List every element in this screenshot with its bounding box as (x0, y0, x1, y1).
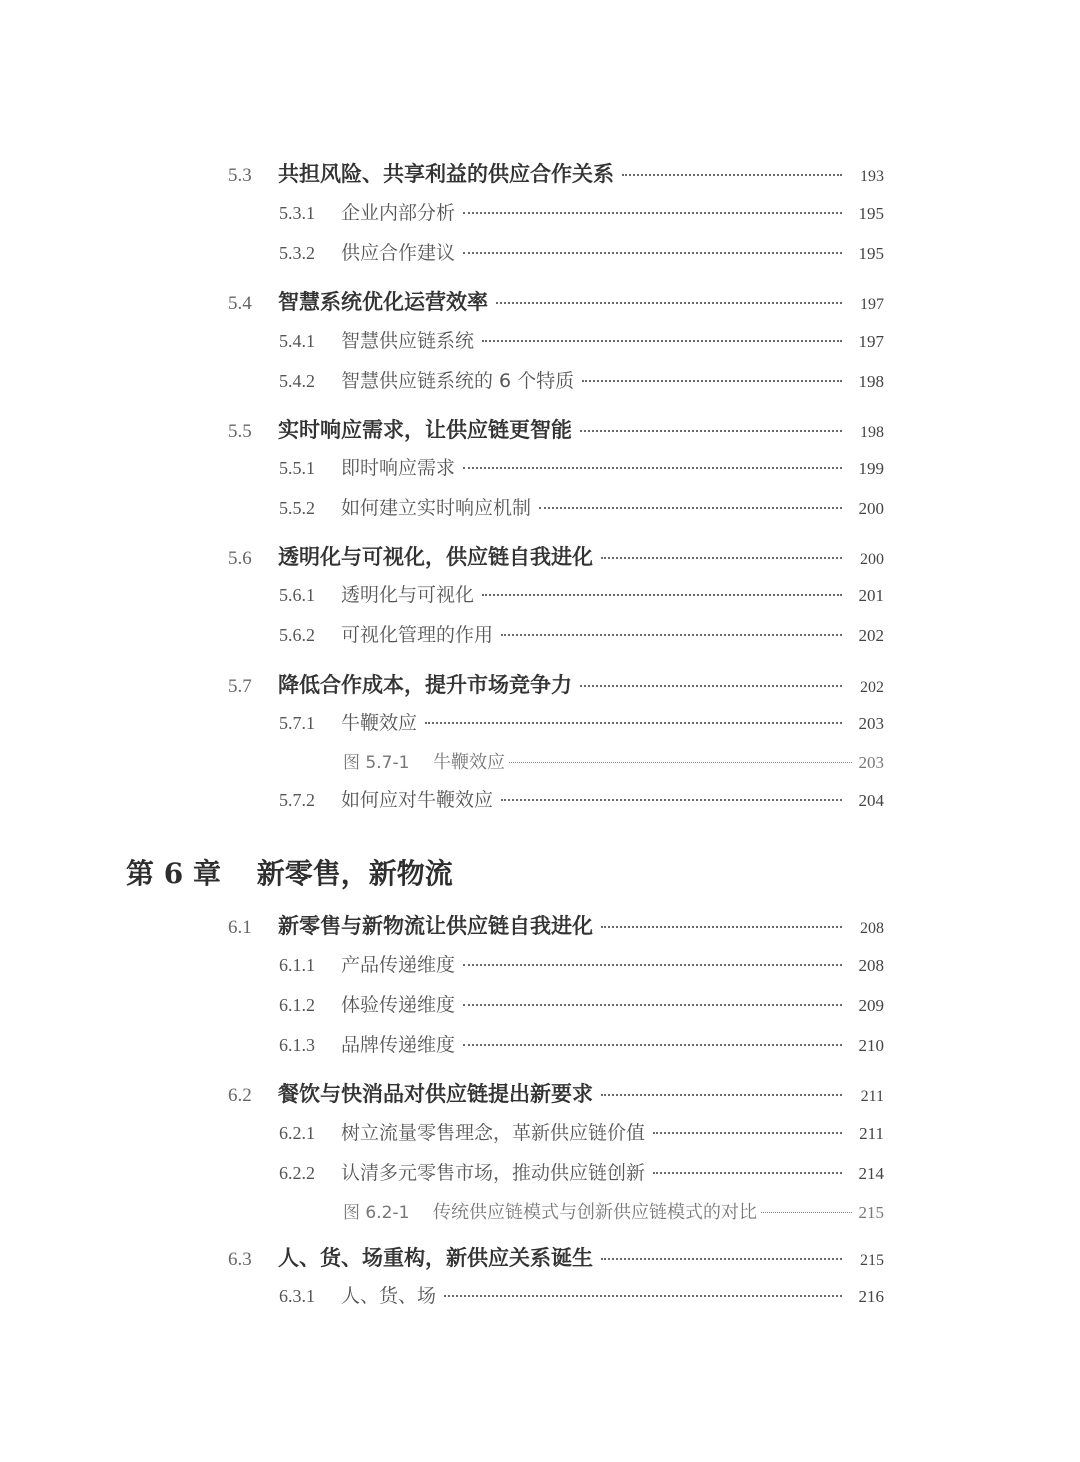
subsection-number: 5.6.1 (279, 585, 315, 605)
section-title: 降低合作成本，提升市场竞争力 (278, 672, 572, 697)
subsection-number: 6.2.2 (279, 1163, 315, 1183)
page-number: 203 (858, 753, 884, 772)
dot-leader (653, 1172, 842, 1174)
subsection-number: 6.1.3 (279, 1035, 315, 1055)
subsection-title: 企业内部分析 (341, 202, 456, 224)
page-number: 198 (860, 424, 884, 441)
dot-leader (482, 594, 842, 596)
page-number: 202 (858, 626, 884, 645)
subsection-title: 品牌传递维度 (341, 1034, 456, 1056)
section-number: 6.2 (228, 1085, 252, 1106)
page-number: 203 (858, 714, 884, 733)
dot-leader (601, 926, 842, 928)
page-number: 204 (858, 791, 884, 810)
dot-leader (463, 964, 842, 966)
section-number: 6.3 (228, 1249, 252, 1270)
dot-leader (761, 1212, 852, 1213)
dot-leader (501, 799, 842, 801)
subsection-title: 体验传递维度 (341, 994, 456, 1016)
subsection-title: 人、货、场 (341, 1285, 437, 1307)
subsection-number: 6.1.2 (279, 995, 315, 1015)
section-number: 6.1 (228, 917, 252, 938)
dot-leader (601, 557, 842, 559)
page-number: 200 (858, 499, 884, 518)
figure-title: 牛鞭效应 (433, 752, 505, 773)
page-number: 215 (858, 1203, 884, 1222)
toc-subsection-6-2-1[interactable] (279, 1118, 884, 1145)
section-title: 实时响应需求，让供应链更智能 (278, 417, 572, 442)
chapter-label: 第 6 章 (126, 857, 221, 890)
dot-leader (580, 685, 842, 687)
figure-number: 图 5.7-1 (343, 753, 410, 773)
toc-subsection-6-3-1[interactable] (279, 1281, 884, 1308)
subsection-title: 智慧供应链系统的 6 个特质 (341, 370, 575, 392)
page-number: 200 (860, 551, 884, 568)
section-number: 5.5 (228, 421, 252, 442)
page-number: 216 (858, 1287, 884, 1306)
subsection-title: 即时响应需求 (341, 457, 456, 479)
figure-title: 传统供应链模式与创新供应链模式的对比 (433, 1202, 757, 1223)
toc-section-5-6[interactable] (228, 541, 884, 571)
toc-subsection-5-5-2[interactable] (279, 493, 884, 520)
toc-figure-6-2-1[interactable] (343, 1198, 884, 1224)
toc-subsection-6-1-2[interactable] (279, 990, 884, 1017)
section-title: 智慧系统优化运营效率 (278, 289, 488, 314)
section-title: 共担风险、共享利益的供应合作关系 (278, 161, 614, 186)
subsection-title: 如何建立实时响应机制 (341, 497, 532, 519)
subsection-number: 5.7.1 (279, 713, 315, 733)
dot-leader (482, 340, 842, 342)
section-number: 5.6 (228, 548, 252, 569)
page-number: 215 (860, 1252, 884, 1269)
toc-section-5-7[interactable] (228, 669, 884, 699)
chapter-title: 新零售，新物流 (256, 857, 453, 890)
figure-number: 图 6.2-1 (343, 1203, 410, 1223)
toc-section-5-5[interactable] (228, 414, 884, 444)
section-title: 人、货、场重构，新供应关系诞生 (278, 1245, 593, 1270)
toc-subsection-6-1-3[interactable] (279, 1030, 884, 1057)
page-number: 208 (858, 956, 884, 975)
subsection-title: 认清多元零售市场，推动供应链创新 (341, 1162, 646, 1184)
toc-subsection-5-6-1[interactable] (279, 580, 884, 607)
subsection-title: 如何应对牛鞭效应 (341, 789, 494, 811)
dot-leader (463, 1004, 842, 1006)
dot-leader (653, 1132, 842, 1134)
subsection-number: 5.3.1 (279, 203, 315, 223)
page-number: 198 (858, 372, 884, 391)
dot-leader (580, 430, 842, 432)
dot-leader (463, 1044, 842, 1046)
dot-leader (582, 380, 842, 382)
section-number: 5.7 (228, 676, 252, 697)
page-number: 208 (860, 920, 884, 937)
section-number: 5.3 (228, 165, 252, 186)
page-number: 201 (858, 586, 884, 605)
page-number: 197 (858, 332, 884, 351)
subsection-number: 5.5.2 (279, 498, 315, 518)
page-number: 209 (858, 996, 884, 1015)
dot-leader (601, 1094, 842, 1096)
toc-subsection-5-3-1[interactable] (279, 198, 884, 225)
page-number: 199 (858, 459, 884, 478)
page-number: 214 (858, 1164, 884, 1183)
toc-subsection-5-7-2[interactable] (279, 785, 884, 812)
dot-leader (622, 174, 842, 176)
subsection-title: 可视化管理的作用 (341, 624, 494, 646)
toc-subsection-5-5-1[interactable] (279, 453, 884, 480)
section-title: 餐饮与快消品对供应链提出新要求 (278, 1081, 593, 1106)
toc-section-5-3[interactable] (228, 158, 884, 188)
dot-leader (444, 1295, 842, 1297)
dot-leader (509, 762, 852, 763)
toc-section-6-1[interactable] (228, 910, 884, 940)
toc-subsection-5-4-1[interactable] (279, 326, 884, 353)
page-number: 193 (860, 168, 884, 185)
toc-subsection-5-7-1[interactable] (279, 708, 884, 735)
toc-section-6-2[interactable] (228, 1078, 884, 1108)
subsection-title: 供应合作建议 (341, 242, 456, 264)
dot-leader (501, 634, 842, 636)
page-number: 210 (858, 1036, 884, 1055)
subsection-title: 树立流量零售理念，革新供应链价值 (341, 1122, 646, 1144)
subsection-number: 5.4.1 (279, 331, 315, 351)
subsection-title: 牛鞭效应 (341, 712, 418, 734)
dot-leader (425, 722, 842, 724)
toc-subsection-5-6-2[interactable] (279, 620, 884, 647)
page-number: 202 (860, 679, 884, 696)
section-number: 5.4 (228, 293, 252, 314)
toc-subsection-6-1-1[interactable] (279, 950, 884, 977)
dot-leader (463, 212, 842, 214)
page-number: 211 (860, 1088, 884, 1105)
subsection-number: 5.4.2 (279, 371, 315, 391)
dot-leader (539, 507, 842, 509)
page-number: 195 (858, 204, 884, 223)
dot-leader (463, 467, 842, 469)
toc-subsection-5-4-2[interactable] (279, 366, 884, 393)
subsection-number: 5.5.1 (279, 458, 315, 478)
section-title: 新零售与新物流让供应链自我进化 (278, 913, 593, 938)
toc-figure-5-7-1[interactable] (343, 748, 884, 774)
subsection-title: 智慧供应链系统 (341, 330, 475, 352)
subsection-number: 5.7.2 (279, 790, 315, 810)
page-number: 197 (860, 296, 884, 313)
dot-leader (601, 1258, 842, 1260)
subsection-number: 6.1.1 (279, 955, 315, 975)
subsection-number: 5.3.2 (279, 243, 315, 263)
toc-section-5-4[interactable] (228, 286, 884, 316)
subsection-number: 5.6.2 (279, 625, 315, 645)
page-number: 195 (858, 244, 884, 263)
subsection-title: 产品传递维度 (341, 954, 456, 976)
dot-leader (463, 252, 842, 254)
toc-subsection-6-2-2[interactable] (279, 1158, 884, 1185)
chapter-heading[interactable] (126, 852, 453, 892)
subsection-title: 透明化与可视化 (341, 584, 475, 606)
toc-section-6-3[interactable] (228, 1242, 884, 1272)
subsection-number: 6.2.1 (279, 1123, 315, 1143)
toc-subsection-5-3-2[interactable] (279, 238, 884, 265)
dot-leader (496, 302, 842, 304)
section-title: 透明化与可视化，供应链自我进化 (278, 544, 593, 569)
subsection-number: 6.3.1 (279, 1286, 315, 1306)
page-number: 211 (859, 1124, 884, 1143)
